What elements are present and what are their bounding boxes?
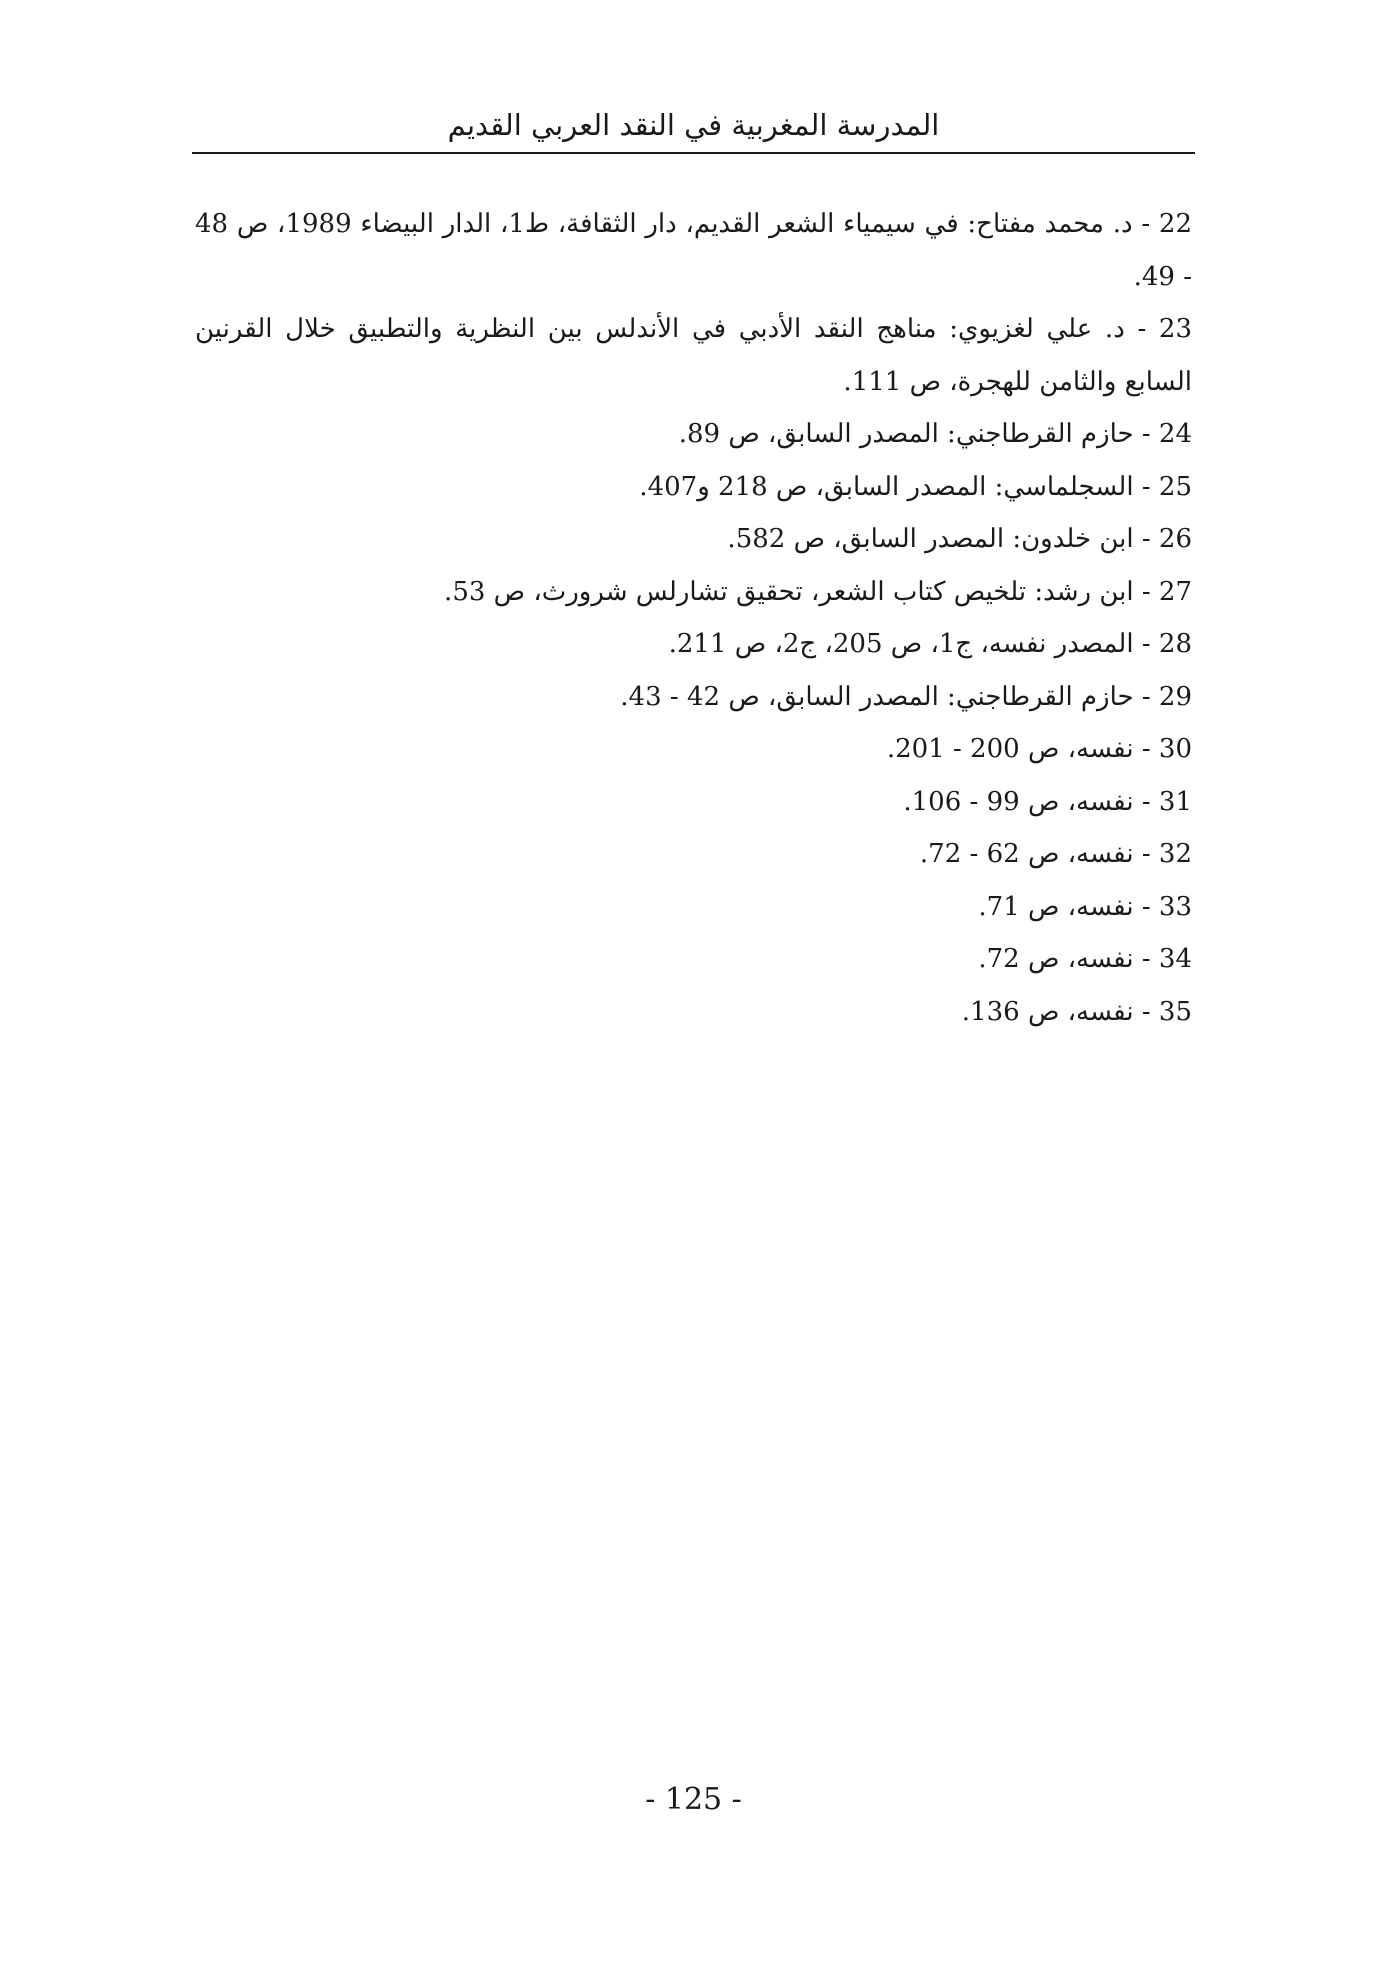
endnote-number: 32: [1158, 839, 1192, 869]
endnote-item: 28 - المصدر نفسه، ج1، ص 205، ج2، ص 211.: [668, 629, 1192, 659]
endnote-item: 29 - حازم القرطاجني: المصدر السابق، ص 42 - 43.: [620, 681, 1192, 712]
endnote-number: 31: [1158, 786, 1192, 817]
endnote-number: 28: [1158, 629, 1192, 659]
endnote-item: 23 - د. علي لغزيوي: مناهج النقد الأدبي في الأندلس بين النظرية والتطبيق خلال القرنين السابع والثامن للهجرة، ص 111.: [195, 314, 1192, 397]
endnote-text: المصدر نفسه، ج1، ص 205، ج2، ص 211.: [668, 629, 1134, 659]
endnote-item: 33 - نفسه، ص 71.: [978, 891, 1192, 922]
endnote-text: حازم القرطاجني: المصدر السابق، ص 89.: [678, 419, 1134, 449]
endnote-text: نفسه، ص 99 - 106.: [903, 786, 1134, 817]
endnote-text: ابن رشد: تلخيص كتاب الشعر، تحقيق تشارلس شرورث، ص 53.: [444, 576, 1134, 607]
endnote-number: 33: [1158, 891, 1192, 922]
endnote-number: 23: [1158, 314, 1192, 344]
endnote-number: 29: [1158, 681, 1192, 712]
page-number: - 125 -: [645, 1782, 742, 1817]
endnote-item: 27 - ابن رشد: تلخيص كتاب الشعر، تحقيق تشارلس شرورث، ص 53.: [444, 576, 1192, 607]
endnote-item: 30 - نفسه، ص 200 - 201.: [886, 734, 1192, 764]
endnote-text: نفسه، ص 71.: [978, 891, 1134, 922]
endnote-item: 26 - ابن خلدون: المصدر السابق، ص 582.: [727, 524, 1192, 554]
endnote-text: نفسه، ص 72.: [978, 944, 1134, 974]
endnote-text: نفسه، ص 62 - 72.: [919, 839, 1134, 869]
endnote-text: السجلماسي: المصدر السابق، ص 218 و407.: [639, 471, 1134, 502]
endnote-number: 35: [1158, 996, 1192, 1027]
endnote-text: ابن خلدون: المصدر السابق، ص 582.: [727, 524, 1134, 554]
endnote-item: 24 - حازم القرطاجني: المصدر السابق، ص 89.: [678, 419, 1192, 449]
endnote-item: 31 - نفسه، ص 99 - 106.: [903, 786, 1192, 817]
endnote-text: نفسه، ص 200 - 201.: [886, 734, 1134, 764]
endnote-text: حازم القرطاجني: المصدر السابق، ص 42 - 43.: [620, 681, 1134, 712]
endnote-number: 26: [1158, 524, 1192, 554]
endnote-number: 34: [1158, 944, 1192, 974]
endnote-number: 30: [1158, 734, 1192, 764]
endnote-text: نفسه، ص 136.: [961, 996, 1134, 1027]
endnote-item: 35 - نفسه، ص 136.: [961, 996, 1192, 1027]
endnote-number: 22: [1158, 209, 1192, 239]
header-rule: [192, 152, 1195, 154]
running-header: المدرسة المغربية في النقد العربي القديم: [447, 108, 940, 142]
endnote-item: 25 - السجلماسي: المصدر السابق، ص 218 و407.: [639, 471, 1192, 502]
endnote-text: د. محمد مفتاح: في سيمياء الشعر القديم، دار الثقافة، ط1، الدار البيضاء 1989، ص 48 - 49.: [195, 209, 1192, 292]
endnote-text: د. علي لغزيوي: مناهج النقد الأدبي في الأندلس بين النظرية والتطبيق خلال القرنين السابع والثامن للهجرة، ص 111.: [195, 314, 1192, 397]
endnotes-list: [195, 198, 1192, 1038]
endnote-number: 25: [1158, 471, 1192, 502]
endnote-number: 24: [1158, 419, 1192, 449]
endnote-number: 27: [1158, 576, 1192, 607]
endnote-item: 34 - نفسه، ص 72.: [978, 944, 1192, 974]
endnote-item: 22 - د. محمد مفتاح: في سيمياء الشعر القديم، دار الثقافة، ط1، الدار البيضاء 1989، ص 48 - 49.: [195, 209, 1192, 292]
endnote-item: 32 - نفسه، ص 62 - 72.: [919, 839, 1192, 869]
